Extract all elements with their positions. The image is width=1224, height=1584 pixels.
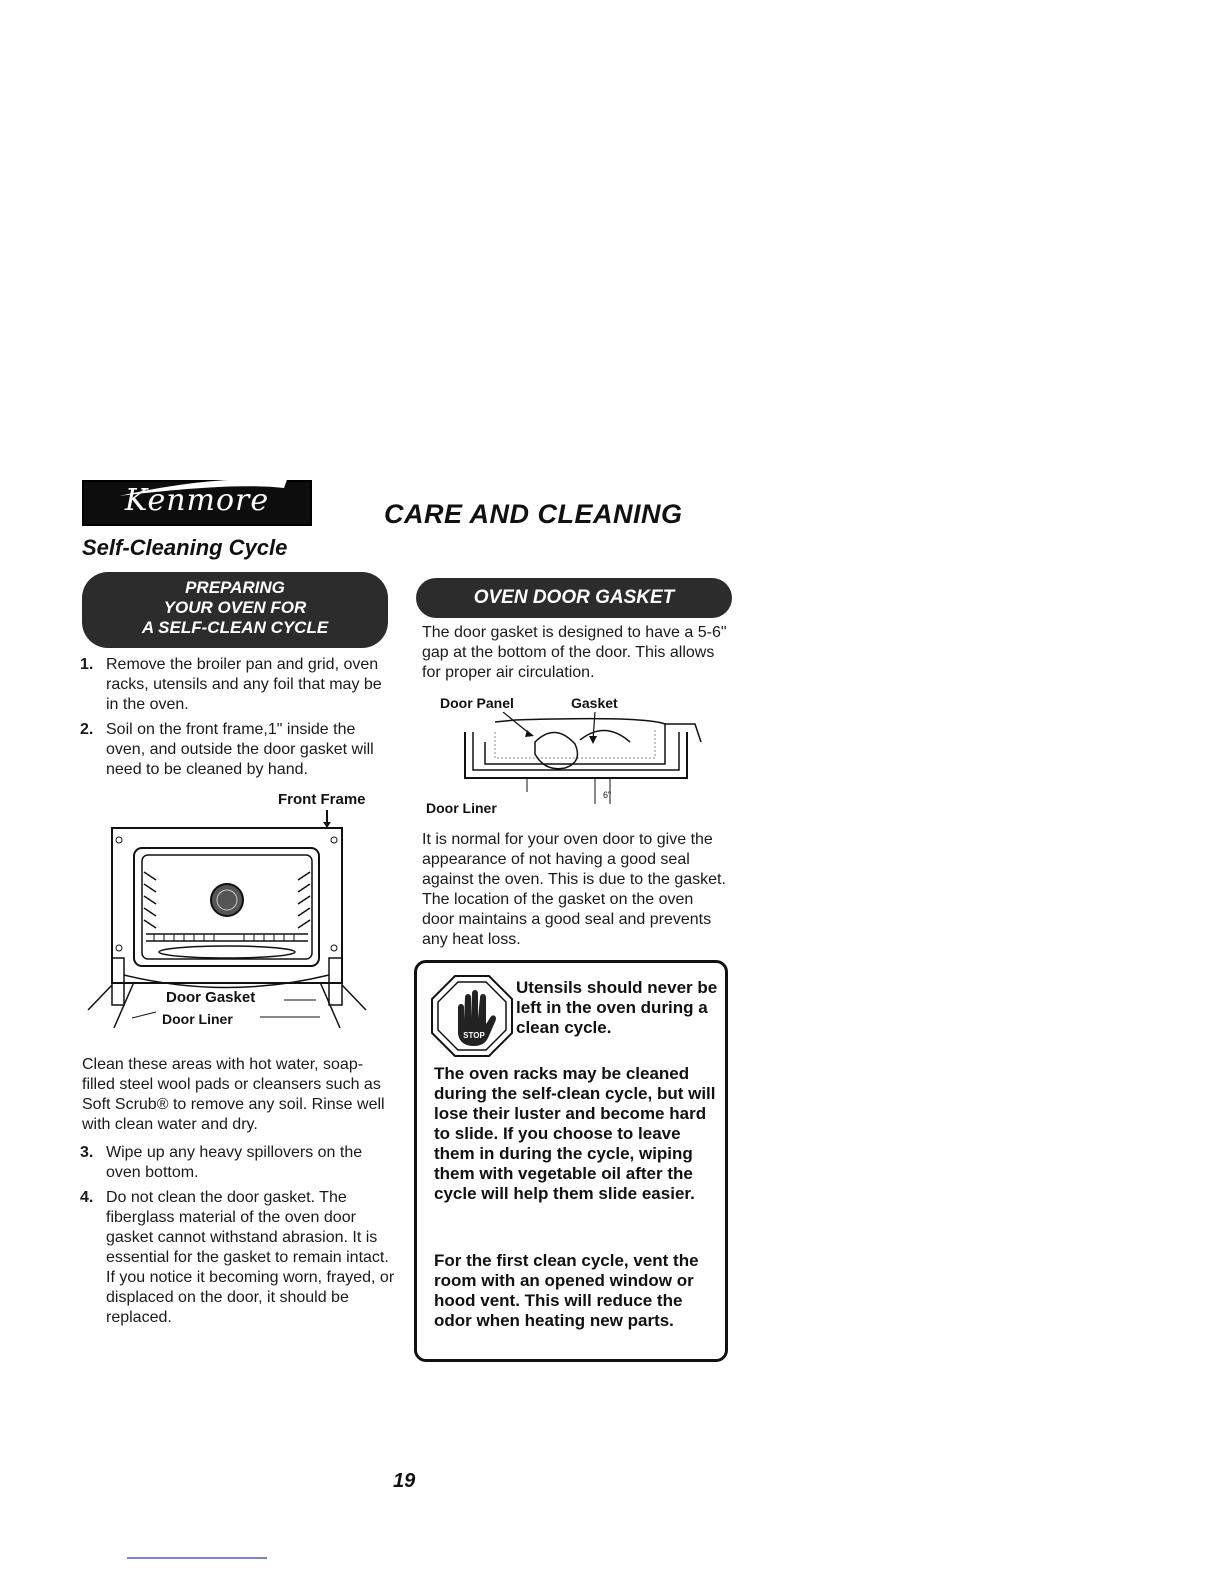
oven-door-gasket-banner: OVEN DOOR GASKET	[416, 578, 732, 618]
gasket-label: Gasket	[571, 695, 618, 711]
step-2	[80, 720, 396, 780]
front-frame-label: Front Frame	[278, 791, 366, 808]
page-number: 19	[393, 1470, 416, 1492]
banner-line: YOUR OVEN FOR	[163, 598, 307, 617]
door-gasket-illustration	[455, 712, 705, 808]
stop-icon-text: STOP	[463, 1031, 485, 1040]
clean-paragraph: Clean these areas with hot water, soap-filled steel wool pads or cleansers such as Soft Scrub® to remove any soil. Rinse well with clean water and dry.	[82, 1056, 385, 1133]
step-text: Do not clean the door gasket. The fiberglass material of the oven door gasket cannot withstand abrasion. It is essential for the gasket to remain intact. If you notice it becoming worn, frayed, or displaced on the door, it should be replaced.	[106, 1189, 395, 1326]
step-text: Soil on the front frame,1" inside the oven, and outside the door gasket will need to be cleaned by hand.	[106, 721, 374, 778]
step-number: 2.	[80, 721, 94, 738]
stop-hand-icon	[430, 974, 514, 1058]
step-number: 4.	[80, 1189, 94, 1206]
warning-heading: Utensils should never be left in the oven during a clean cycle.	[516, 978, 718, 1037]
page-title: CARE AND CLEANING	[384, 499, 683, 529]
step-text: Remove the broiler pan and grid, oven racks, utensils and any foil that may be in the oven.	[106, 656, 382, 713]
banner-line: PREPARING	[185, 578, 285, 597]
step-4	[80, 1188, 396, 1328]
logo-text: Kenmore	[124, 483, 270, 518]
warning-paragraph-2: For the first clean cycle, vent the room with an opened window or hood vent. This will reduce the odor when heating new parts.	[434, 1251, 699, 1330]
banner-line: A SELF-CLEAN CYCLE	[141, 618, 329, 637]
step-number: 3.	[80, 1144, 94, 1161]
warning-paragraph-1: The oven racks may be cleaned during the self-clean cycle, but will lose their luster and become hard to slide. If you choose to leave them in during the cycle, wiping them with vegetable oil after the cycle will help them slide easier.	[434, 1064, 716, 1203]
step-text: Wipe up any heavy spillovers on the oven bottom.	[106, 1144, 363, 1181]
step-3	[80, 1143, 396, 1183]
gap-dimension-label: 6"	[603, 790, 612, 800]
preparing-banner	[82, 572, 388, 648]
door-liner-label-right: Door Liner	[426, 800, 497, 816]
gasket-paragraph-2: It is normal for your oven door to give the appearance of not having a good seal against the oven. This is due to the gasket. The location of the gasket on the oven door maintains a good seal and prevents any heat loss.	[422, 831, 726, 948]
door-liner-label: Door Liner	[162, 1011, 233, 1027]
door-panel-label: Door Panel	[440, 695, 514, 711]
door-gasket-label: Door Gasket	[166, 989, 256, 1006]
gasket-paragraph-1: The door gasket is designed to have a 5-6" gap at the bottom of the door. This allows for proper air circulation.	[422, 624, 727, 681]
kenmore-logo	[82, 480, 312, 526]
footer-rule	[127, 1557, 267, 1559]
step-number: 1.	[80, 656, 94, 673]
section-title: Self-Cleaning Cycle	[82, 535, 288, 560]
step-1	[80, 655, 396, 715]
